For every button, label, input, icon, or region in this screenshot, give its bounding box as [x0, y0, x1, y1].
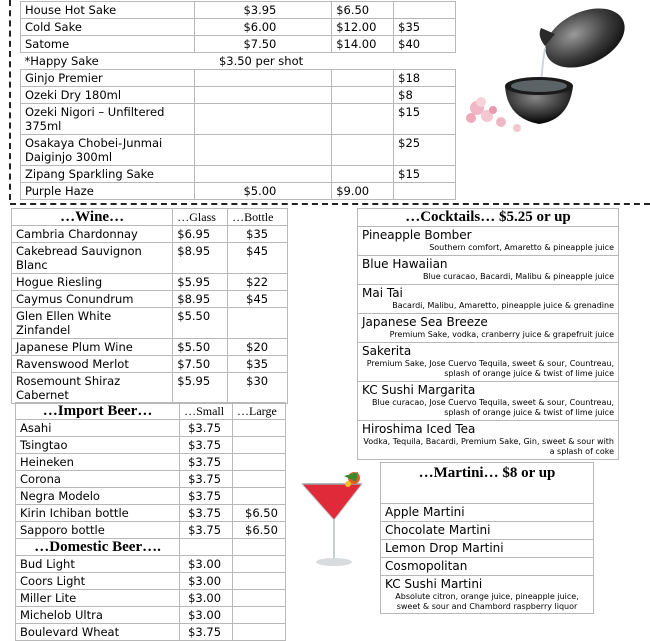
- cocktail-name: Blue Hawaiian: [362, 257, 448, 271]
- cocktail-item: [358, 314, 619, 343]
- wine-row: [12, 356, 288, 373]
- sake-price1: $3.95: [195, 2, 332, 19]
- cocktail-cell: [358, 314, 619, 343]
- martini-item: [381, 558, 594, 576]
- cocktail-cell: [358, 285, 619, 314]
- wine-col-glass: …Glass: [173, 209, 228, 226]
- beer-name: Coors Light: [16, 573, 180, 590]
- cocktail-desc: Southern comfort, Amaretto & pineapple juice: [429, 243, 614, 252]
- sake-price1: $7.50: [195, 36, 332, 53]
- wine-glass-price: $8.95: [173, 243, 228, 274]
- martini-item: [381, 522, 594, 540]
- sake-price1: [195, 166, 332, 183]
- beer-small-price: $3.75: [180, 437, 233, 454]
- beer-name: Kirin Ichiban bottle: [16, 505, 180, 522]
- beer-row: [16, 624, 286, 641]
- sake-name: Zipang Sparkling Sake: [21, 166, 195, 183]
- sake-price3: $15: [394, 104, 456, 135]
- wine-name: Ravenswood Merlot: [12, 356, 173, 373]
- import-beer-title: …Import Beer…: [16, 403, 180, 420]
- sake-table: [20, 1, 456, 200]
- sake-row: [21, 87, 456, 104]
- beer-large-price: [233, 471, 286, 488]
- wine-bottle-price: $45: [228, 243, 288, 274]
- beer-large-price: [233, 454, 286, 471]
- wine-glass-price: $8.95: [173, 291, 228, 308]
- sake-row: [21, 166, 456, 183]
- beer-small-price: $3.75: [180, 471, 233, 488]
- sake-row: [21, 183, 456, 200]
- beer-small-price: $3.00: [180, 573, 233, 590]
- sake-name: Ginjo Premier: [21, 70, 195, 87]
- beer-large-price: [233, 556, 286, 573]
- sake-price3: $35: [394, 19, 456, 36]
- cocktail-name: Sakerita: [362, 344, 412, 358]
- beer-large-price: [233, 590, 286, 607]
- wine-glass-price: $5.50: [173, 308, 228, 339]
- sake-name: Ozeki Nigori – Unfiltered 375ml: [21, 104, 195, 135]
- beer-small-price: $3.00: [180, 607, 233, 624]
- beer-name: Boulevard Wheat: [16, 624, 180, 641]
- wine-row: [12, 308, 288, 339]
- wine-row: [12, 339, 288, 356]
- wine-name: Cambria Chardonnay: [12, 226, 173, 243]
- wine-glass-price: $6.95: [173, 226, 228, 243]
- beer-large-price: [233, 437, 286, 454]
- sake-price2: $6.50: [332, 2, 394, 19]
- sake-name: Satome: [21, 36, 195, 53]
- cocktail-cell: [358, 227, 619, 256]
- beer-row: [16, 471, 286, 488]
- cocktail-cell: [358, 421, 619, 460]
- wine-glass-price: $5.95: [173, 274, 228, 291]
- beer-row: [16, 590, 286, 607]
- martini-cell: [381, 504, 594, 522]
- wine-name: Rosemount Shiraz Cabernet: [12, 373, 173, 404]
- beer-empty: [180, 539, 233, 556]
- wine-col-bottle: …Bottle: [228, 209, 288, 226]
- sake-name: House Hot Sake: [21, 2, 195, 19]
- martini-cell: [381, 540, 594, 558]
- cocktail-desc: Bacardi, Malibu, Amaretto, pineapple juice & grenadine: [392, 301, 614, 310]
- martini-item: [381, 540, 594, 558]
- sake-price1: $6.00: [195, 19, 332, 36]
- beer-name: Bud Light: [16, 556, 180, 573]
- wine-name: Caymus Conundrum: [12, 291, 173, 308]
- beer-large-price: [233, 624, 286, 641]
- cocktail-item: [358, 421, 619, 460]
- beer-small-price: $3.00: [180, 590, 233, 607]
- sake-happy-name: *Happy Sake: [24, 54, 99, 68]
- sake-happy-price: $3.50 per shot: [218, 54, 304, 68]
- beer-small-price: $3.75: [180, 522, 233, 539]
- sake-price1: [195, 87, 332, 104]
- cocktail-item: [358, 256, 619, 285]
- beer-row: [16, 488, 286, 505]
- cocktail-desc: Premium Sake, Jose Cuervo Tequila, sweet & sour, Countreau, splash of orange juice & twist of lime juice: [366, 359, 614, 378]
- cocktail-item: [358, 285, 619, 314]
- sake-row: [21, 19, 456, 36]
- cocktail-name: KC Sushi Margarita: [362, 383, 476, 397]
- beer-name: Asahi: [16, 420, 180, 437]
- wine-bottle-price: $22: [228, 274, 288, 291]
- martini-title: …Martini… $8 or up: [381, 463, 594, 504]
- beer-small-price: $3.75: [180, 420, 233, 437]
- martini-table: [380, 462, 594, 614]
- wine-name: Glen Ellen White Zinfandel: [12, 308, 173, 339]
- beer-row: [16, 556, 286, 573]
- wine-bottle-price: [228, 308, 288, 339]
- martini-item: [381, 504, 594, 522]
- beer-small-price: $3.00: [180, 556, 233, 573]
- beer-row: [16, 505, 286, 522]
- cocktail-name: Mai Tai: [362, 286, 403, 300]
- beer-name: Negra Modelo: [16, 488, 180, 505]
- beer-name: Miller Lite: [16, 590, 180, 607]
- sake-price1: [195, 135, 332, 166]
- martini-name: Chocolate Martini: [385, 523, 491, 537]
- sake-row: [21, 70, 456, 87]
- martini-name: Lemon Drop Martini: [385, 541, 504, 555]
- wine-glass-price: $5.95: [173, 373, 228, 404]
- cocktail-item: [358, 343, 619, 382]
- wine-name: Hogue Riesling: [12, 274, 173, 291]
- sake-row: [21, 135, 456, 166]
- cocktail-desc: Blue curacao, Jose Cuervo Tequila, sweet & sour, Countreau, splash of orange juice & twist of lime juice: [372, 398, 614, 417]
- wine-name: Cakebread Sauvignon Blanc: [12, 243, 173, 274]
- sake-price2: [332, 166, 394, 183]
- beer-large-price: [233, 420, 286, 437]
- wine-table: [11, 208, 288, 404]
- sake-row: [21, 36, 456, 53]
- sake-price3: [394, 2, 456, 19]
- sake-price2: [332, 104, 394, 135]
- sake-name: Purple Haze: [21, 183, 195, 200]
- sake-price3: $40: [394, 36, 456, 53]
- cocktail-cell: [358, 343, 619, 382]
- cocktail-item: [358, 227, 619, 256]
- martini-item: [381, 576, 594, 614]
- beer-large-price: $6.50: [233, 505, 286, 522]
- beer-name: Corona: [16, 471, 180, 488]
- cocktail-desc: Vodka, Tequila, Bacardi, Premium Sake, Gin, sweet & sour with a splash of coke: [363, 437, 614, 456]
- beer-row: [16, 437, 286, 454]
- beer-row: [16, 420, 286, 437]
- sake-price3: $15: [394, 166, 456, 183]
- cocktail-name: Japanese Sea Breeze: [362, 315, 488, 329]
- sake-price3: [394, 183, 456, 200]
- wine-row: [12, 291, 288, 308]
- beer-col-large: …Large: [233, 403, 286, 420]
- martini-cell: [381, 522, 594, 540]
- domestic-beer-header: [16, 539, 286, 556]
- sake-happy-row: [21, 53, 456, 70]
- domestic-beer-title: …Domestic Beer….: [16, 539, 180, 556]
- beer-empty: [233, 539, 286, 556]
- beer-row: [16, 454, 286, 471]
- wine-glass-price: $7.50: [173, 356, 228, 373]
- wine-row: [12, 274, 288, 291]
- beer-row: [16, 522, 286, 539]
- sake-price2: $14.00: [332, 36, 394, 53]
- wine-row: [12, 243, 288, 274]
- sake-price2: $9.00: [332, 183, 394, 200]
- beer-large-price: [233, 488, 286, 505]
- sake-price1: [195, 104, 332, 135]
- beer-small-price: $3.75: [180, 624, 233, 641]
- beer-name: Michelob Ultra: [16, 607, 180, 624]
- dashed-divider-vertical: [9, 0, 11, 200]
- cocktail-item: [358, 382, 619, 421]
- sake-pour-illustration: [457, 4, 633, 146]
- cocktail-desc: Blue curacao, Bacardi, Malibu & pineapple juice: [422, 272, 614, 281]
- beer-col-small: …Small: [180, 403, 233, 420]
- sake-name: Ozeki Dry 180ml: [21, 87, 195, 104]
- wine-bottle-price: $35: [228, 226, 288, 243]
- dashed-divider-horizontal: [10, 203, 650, 205]
- sake-price2: [332, 87, 394, 104]
- sake-row: [21, 2, 456, 19]
- beer-row: [16, 607, 286, 624]
- sake-price1: [195, 70, 332, 87]
- beer-name: Tsingtao: [16, 437, 180, 454]
- sake-happy-empty: [394, 53, 456, 70]
- martini-name: KC Sushi Martini: [385, 577, 483, 591]
- beer-large-price: [233, 607, 286, 624]
- wine-title: …Wine…: [12, 209, 173, 226]
- wine-bottle-price: $45: [228, 291, 288, 308]
- beer-large-price: $6.50: [233, 522, 286, 539]
- martini-cell: [381, 576, 594, 614]
- cocktails-table: [357, 208, 619, 460]
- beer-small-price: $3.75: [180, 454, 233, 471]
- cocktail-cell: [358, 382, 619, 421]
- beer-row: [16, 573, 286, 590]
- beer-small-price: $3.75: [180, 488, 233, 505]
- wine-row: [12, 373, 288, 404]
- sake-price3: $8: [394, 87, 456, 104]
- sake-price3: $25: [394, 135, 456, 166]
- cocktail-name: Pineapple Bomber: [362, 228, 472, 242]
- sake-name: Osakaya Chobei-Junmai Daiginjo 300ml: [21, 135, 195, 166]
- cocktail-desc: Premium Sake, vodka, cranberry juice & grapefruit juice: [389, 330, 614, 339]
- beer-name: Heineken: [16, 454, 180, 471]
- sake-price2: [332, 70, 394, 87]
- sake-row: [21, 104, 456, 135]
- martini-cell: [381, 558, 594, 576]
- martini-desc: Absolute citron, orange juice, pineapple juice, sweet & sour and Chambord raspberry liquor: [395, 592, 579, 611]
- cocktails-title: …Cocktails… $5.25 or up: [358, 209, 619, 227]
- sake-price3: $18: [394, 70, 456, 87]
- wine-bottle-price: $30: [228, 373, 288, 404]
- sake-price2: $12.00: [332, 19, 394, 36]
- wine-bottle-price: $35: [228, 356, 288, 373]
- wine-bottle-price: $20: [228, 339, 288, 356]
- sake-price2: [332, 135, 394, 166]
- martini-glass-illustration: [298, 470, 370, 570]
- beer-table: [15, 402, 286, 641]
- martini-name: Cosmopolitan: [385, 559, 468, 573]
- beer-small-price: $3.75: [180, 505, 233, 522]
- sake-name: Cold Sake: [21, 19, 195, 36]
- beer-name: Sapporo bottle: [16, 522, 180, 539]
- wine-row: [12, 226, 288, 243]
- martini-name: Apple Martini: [385, 505, 465, 519]
- wine-name: Japanese Plum Wine: [12, 339, 173, 356]
- sake-price1: $5.00: [195, 183, 332, 200]
- cocktail-name: Hiroshima Iced Tea: [362, 422, 476, 436]
- wine-glass-price: $5.50: [173, 339, 228, 356]
- beer-large-price: [233, 573, 286, 590]
- cocktail-cell: [358, 256, 619, 285]
